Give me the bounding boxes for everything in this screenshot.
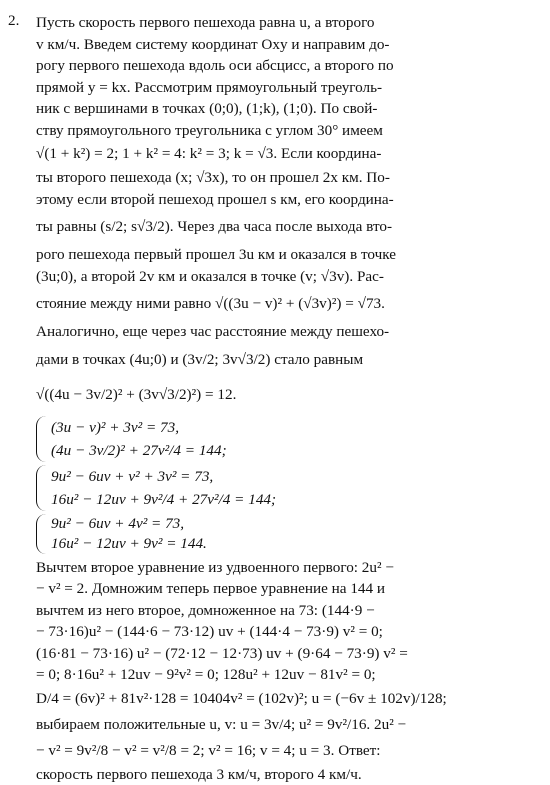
text-line: вычтем из него второе, домноженное на 73: (144·9 − (36, 600, 532, 622)
formula-line: ты равны (s/2; s√3/2). Через два часа после выхода вто- (36, 210, 532, 244)
formula-line: √((4u − 3v/2)² + (3v√3/2)²) = 12. (36, 377, 532, 413)
system-equation: 16u² − 12uv + 9v² = 144. (51, 534, 532, 554)
system-equation: (4u − 3v/2)² + 27v²/4 = 144; (51, 439, 532, 462)
text-line: − v² = 2. Домножим теперь первое уравнение на 144 и (36, 578, 532, 600)
formula-line: − 73·16)u² − (144·6 − 73·12) uv + (144·4 − 73·9) v² = 0; (36, 621, 532, 643)
formula-line: дами в точках (4u;0) и (3v/2; 3v√3/2) стало равным (36, 343, 532, 377)
intro-text (14, 12, 532, 413)
system-equation: (3u − v)² + 3v² = 73, (51, 416, 532, 439)
equation-system-2 (36, 465, 532, 511)
text-line: рого пешехода первый прошел 3u км и оказался в точке (36, 244, 532, 266)
formula-line: (16·81 − 73·16) u² − (72·12 − 12·73) uv + (9·64 − 73·9) v² = (36, 643, 532, 665)
formula-line: = 0; 8·16u² + 12uv − 9²v² = 0; 128u² + 12uv − 81v² = 0; (36, 664, 532, 686)
formula-line: √(1 + k²) = 2; 1 + k² = 4: k² = 3; k = √3. Если координа- (36, 141, 532, 167)
formula-line: выбираем положительные u, v: u = 3v/4; u² = 9v²/16. 2u² − (36, 712, 532, 738)
text-line: (3u;0), а второй 2v км и оказался в точке (v; √3v). Рас- (36, 266, 532, 288)
text-line: этому если второй пешеход прошел s км, его координа- (36, 189, 532, 211)
answer-line: скорость первого пешехода 3 км/ч, второго 4 км/ч. (36, 764, 532, 785)
text-line: прямой y = kx. Рассмотрим прямоугольный треуголь- (36, 77, 532, 99)
text-line: ству прямоугольного треугольника с углом 30° имеем (36, 120, 532, 142)
text-line: рогу первого пешехода вдоль оси абсцисс, а второго по (36, 55, 532, 77)
formula-line: стояние между ними равно √((3u − v)² + (√3v)²) = √73. (36, 287, 532, 321)
formula-line: − v² = 9v²/8 − v² = v²/8 = 2; v² = 16; v = 4; u = 3. Ответ: (36, 738, 532, 764)
equation-system-1 (36, 416, 532, 462)
formula-line: D/4 = (6v)² + 81v²·128 = 10404v² = (102v)²; u = (−6v ± 102v)/128; (36, 686, 532, 712)
text-line: ник с вершинами в точках (0;0), (1;k), (1;0). По свой- (36, 98, 532, 120)
problem-number: 2. (8, 12, 19, 30)
system-equation: 9u² − 6uv + v² + 3v² = 73, (51, 465, 532, 488)
text-line: Пусть скорость первого пешехода равна u, а второго (36, 12, 532, 34)
solution-text (14, 557, 532, 785)
system-equation: 16u² − 12uv + 9v²/4 + 27v²/4 = 144; (51, 488, 532, 511)
text-line: Аналогично, еще через час расстояние между пешехо- (36, 321, 532, 343)
system-equation: 9u² − 6uv + 4v² = 73, (51, 514, 532, 534)
text-line: ты второго пешехода (x; √3x), то он прошел 2x км. По- (36, 167, 532, 189)
text-line: v км/ч. Введем систему координат Oxy и направим до- (36, 34, 532, 56)
equation-system-3 (36, 514, 532, 554)
text-line: Вычтем второе уравнение из удвоенного первого: 2u² − (36, 557, 532, 579)
